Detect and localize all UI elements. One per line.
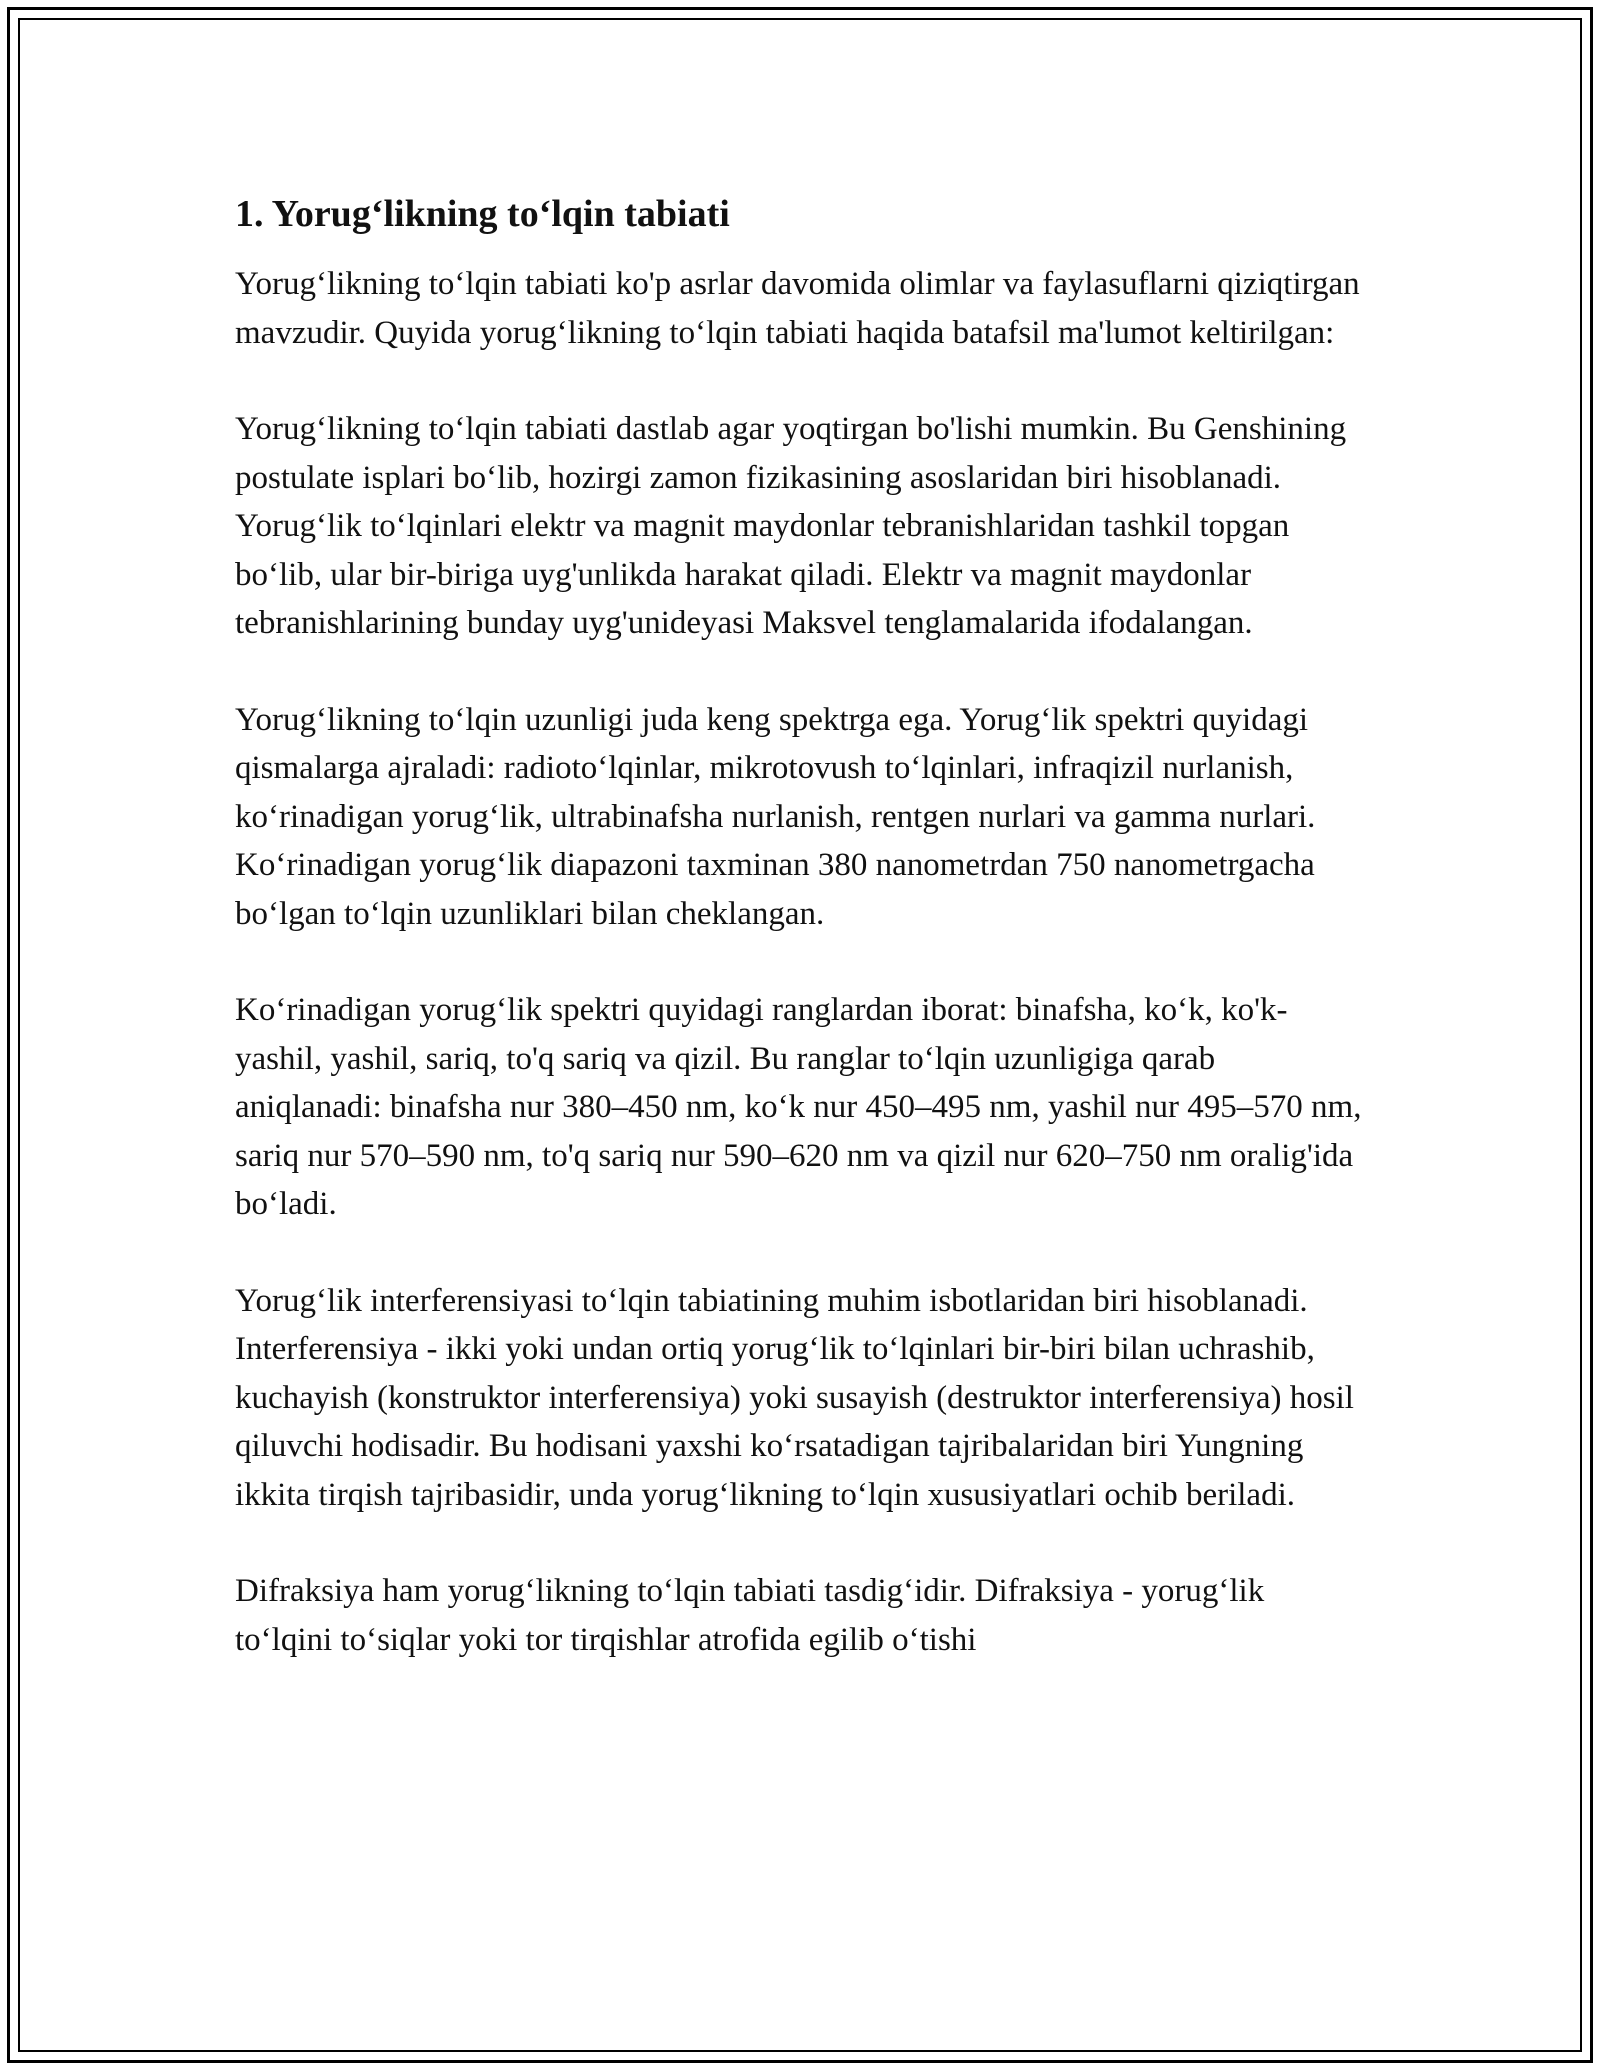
document-body	[235, 188, 1365, 1712]
paragraph-wave-origin: Yorug‘likning to‘lqin tabiati dastlab agar yoqtirgan bo'lishi mumkin. Bu Genshining postulate isplari bo‘lib, hozirgi zamon fizikasining asoslaridan biri hisoblanadi. Yorug‘lik to‘lqinlari elektr va magnit maydonlar tebranishlaridan tashkil topgan bo‘lib, ular bir-biriga uyg'unlikda harakat qiladi. Elektr va magnit maydonlar tebranishlarining bunday uyg'unideyasi Maksvel tenglamalarida ifodalangan.	[235, 411, 1347, 641]
paragraph-interference: Yorug‘lik interferensiyasi to‘lqin tabiatining muhim isbotlaridan biri hisoblanadi. Interferensiya - ikki yoki undan ortiq yorug‘lik to‘lqinlari bir-biri bilan uchrashib, kuchayish (konstruktor interferensiya) yoki susayish (destruktor interferensiya) hosil qiluvchi hodisadir. Bu hodisani yaxshi ko‘rsatadigan tajribalaridan biri Yungning ikkita tirqish tajribasidir, unda yorug‘likning to‘lqin xususiyatlari ochib beriladi.	[235, 1282, 1354, 1513]
paragraph-spectrum: Yorug‘likning to‘lqin uzunligi juda keng spektrga ega. Yorug‘lik spektri quyidagi qismalarga ajraladi: radioto‘lqinlar, mikrotovush to‘lqinlari, infraqizil nurlanish, ko‘rinadigan yorug‘lik, ultrabinafsha nurlanish, rentgen nurlari va gamma nurlari. Ko‘rinadigan yorug‘lik diapazoni taxminan 380 nanometrdan 750 nanometrgacha bo‘lgan to‘lqin uzunliklari bilan cheklangan.	[235, 701, 1316, 932]
paragraph-visible-colors: Ko‘rinadigan yorug‘lik spektri quyidagi ranglardan iborat: binafsha, ko‘k, ko'k-yashil, yashil, sariq, to'q sariq va qizil. Bu ranglar to‘lqin uzunligiga qarab aniqlanadi: binafsha nur 380–450 nm, ko‘k nur 450–495 nm, yashil nur 495–570 nm, sariq nur 570–590 nm, to'q sariq nur 590–620 nm va qizil nur 620–750 nm oralig'ida bo‘ladi.	[235, 992, 1362, 1222]
section-heading: 1. Yorug‘likning to‘lqin tabiati	[235, 193, 730, 235]
paragraph-diffraction: Difraksiya ham yorug‘likning to‘lqin tabiati tasdig‘idir. Difraksiya - yorug‘lik to‘lqini to‘siqlar yoki tor tirqishlar atrofida egilib o‘tishi	[235, 1573, 1265, 1658]
paragraph-intro: Yorug‘likning to‘lqin tabiati ko'p asrlar davomida olimlar va faylasuflarni qiziqtirgan mavzudir. Quyida yorug‘likning to‘lqin tabiati haqida batafsil ma'lumot keltirilgan:	[235, 266, 1360, 351]
